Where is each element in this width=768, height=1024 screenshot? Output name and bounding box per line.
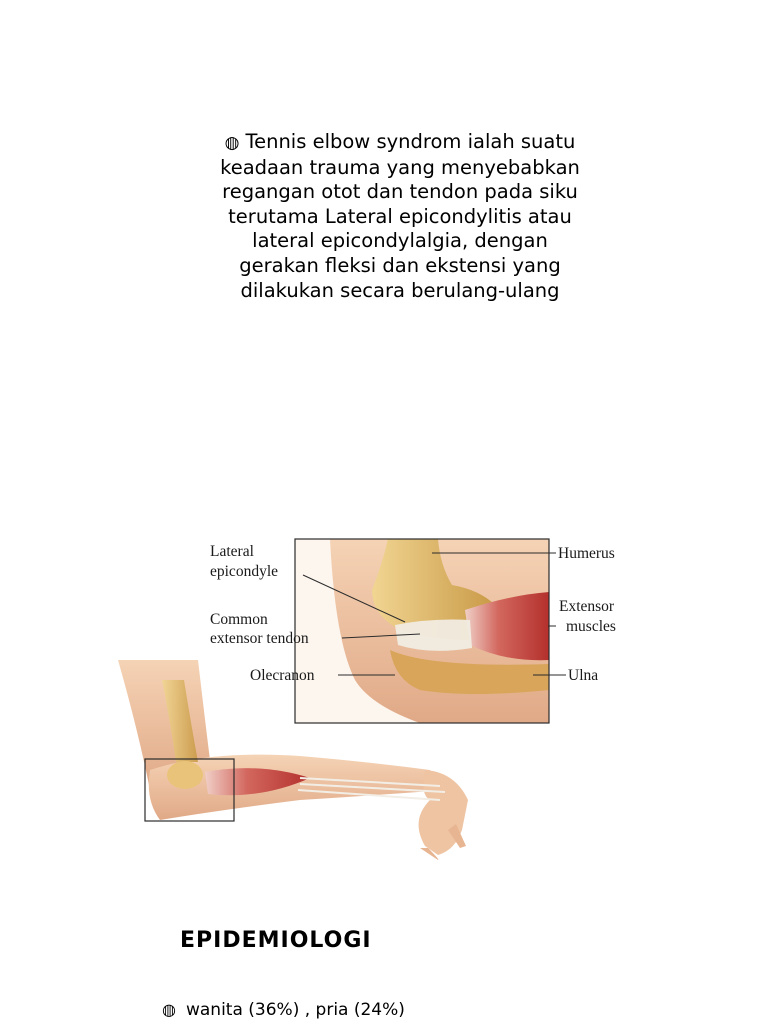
bullet-icon: ◍	[162, 1000, 176, 1019]
elbow-joint	[167, 761, 203, 789]
label-lateral-epicondyle: Lateral	[210, 543, 254, 560]
label-extensor-muscles: Extensor	[559, 598, 615, 615]
intro-line: keadaan trauma yang menyebabkan	[220, 155, 580, 179]
label-lateral-epicondyle: epicondyle	[210, 563, 279, 580]
intro-line: regangan otot dan tendon pada siku	[222, 180, 578, 204]
intro-line: gerakan fleksi dan ekstensi yang	[239, 253, 561, 277]
elbow-anatomy-figure	[0, 525, 768, 875]
section-title: EPIDEMIOLOGI	[180, 928, 372, 953]
label-extensor-muscles: muscles	[566, 618, 616, 635]
intro-line	[150, 130, 650, 156]
intro-line: lateral epicondylalgia, dengan	[252, 229, 548, 253]
label-ulna: Ulna	[568, 667, 599, 684]
intro-line-text: Tennis elbow syndrom ialah suatu	[245, 130, 576, 153]
label-common-extensor-tendon: extensor tendon	[210, 630, 309, 647]
label-common-extensor-tendon: Common	[210, 611, 268, 628]
stat-item	[162, 1000, 405, 1020]
label-olecranon: Olecranon	[250, 667, 315, 684]
bullet-icon: ◍	[224, 133, 240, 153]
label-humerus: Humerus	[558, 545, 615, 562]
intro-paragraph	[150, 130, 650, 303]
stat-text: wanita (36%) , pria (24%)	[185, 1000, 405, 1020]
inset-tendon	[395, 620, 472, 651]
inset-illustration	[295, 539, 549, 723]
intro-line: terutama Lateral epicondylitis atau	[228, 204, 572, 228]
intro-line: dilakukan secara berulang-ulang	[240, 278, 560, 302]
